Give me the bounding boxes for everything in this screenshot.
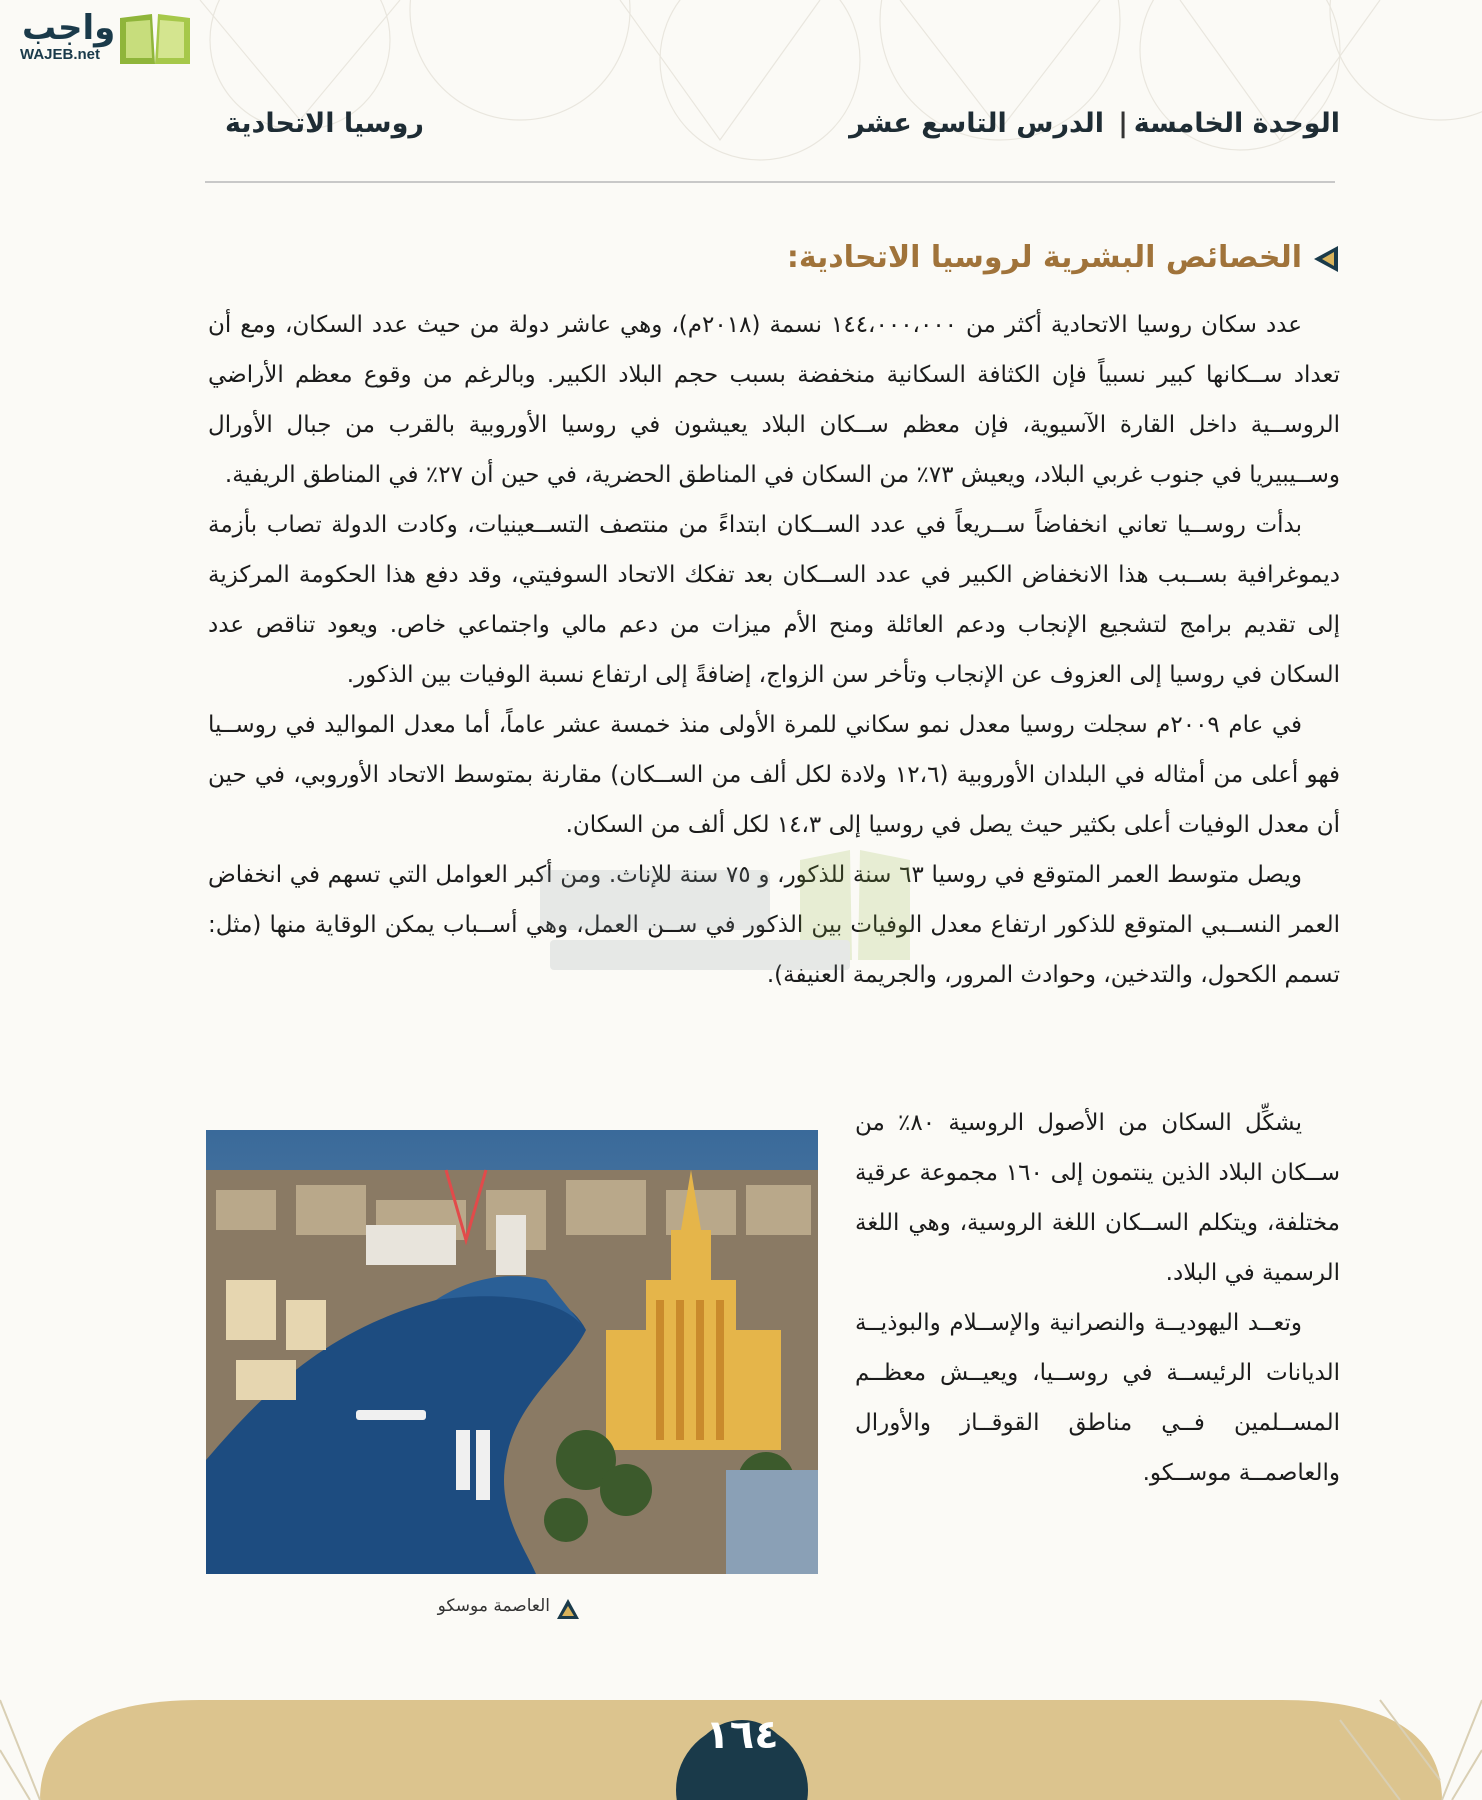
paragraph-ethnic-groups: يشكِّل السكان من الأصول الروسية ٨٠٪ من ســكان البلاد الذين ينتمون إلى ١٦٠ مجموعة عرقية مختلفة، ويتكلم الســكان اللغة الروسية، وهي اللغة الرسمية في البلاد. <box>855 1110 1340 1286</box>
logo-latin-text: WAJEB.net <box>20 46 101 63</box>
paragraph-religions: وتعــد اليهوديــة والنصرانية والإســلام والبوذيــة الديانات الرئيســة في روســيا، ويعيــش معظــم المســلمين فــي مناطق القوقــاز والأورال والعاصمــة موســكو. <box>855 1310 1340 1486</box>
lesson-title: الدرس التاسع عشر <box>849 108 1104 139</box>
page-header <box>205 108 1340 152</box>
section-heading <box>640 240 1340 275</box>
paragraph-decline: بدأت روســيا تعاني انخفاضاً ســريعاً في عدد الســكان ابتداءً من منتصف التســعينيات، وكادت الدولة تصاب بأزمة ديموغرافية بســبب هذا الانخفاض الكبير في عدد الســكان بعد تفكك الاتحاد السوفيتي، وقد دفع هذا الحكومة المركزية إلى تقديم برامج لتشجيع الإنجاب ودعم العائلة ومنح الأم ميزات من دعم مالي واجتماعي خاص. ويعود تناقص عدد السكان في روسيا إلى العزوف عن الإنجاب وتأخر سن الزواج، إضافةً إلى ارتفاع نسبة الوفيات بين الذكور. <box>208 512 1340 688</box>
triangle-bullet-icon <box>1310 244 1340 274</box>
chapter-country-title: روسيا الاتحادية <box>225 108 424 139</box>
logo-arabic-text: واجب <box>22 8 116 48</box>
page-number: ١٦٤ <box>705 1712 779 1758</box>
side-column-text <box>855 1098 1340 1498</box>
section-title-text: الخصائص البشرية لروسيا الاتحادية: <box>786 240 1302 275</box>
paragraph-population: عدد سكان روسيا الاتحادية أكثر من ١٤٤،٠٠٠،٠٠٠ نسمة (٢٠١٨م)، وهي عاشر دولة من حيث عدد السكان، ومع أن تعداد ســكانها كبير نسبياً فإن الكثافة السكانية منخفضة بسبب حجم البلاد الكبير. وبالرغم من وقوع معظم الأراضي الروســية داخل القارة الآسيوية، فإن معظم ســكان البلاد يعيشون في روسيا الأوروبية بالقرب من جبال الأورال وســيبيريا في جنوب غربي البلاد، ويعيش ٧٣٪ من السكان في المناطق الحضرية، في حين أن ٢٧٪ في المناطق الريفية. <box>208 312 1340 488</box>
paragraph-growth: في عام ٢٠٠٩م سجلت روسيا معدل نمو سكاني للمرة الأولى منذ خمسة عشر عاماً، أما معدل المواليد في روســيا فهو أعلى من أمثاله في البلدان الأوروبية (١٢،٦ ولادة لكل ألف من الســكان) مقارنة بمتوسط الاتحاد الأوروبي، في حين أن معدل الوفيات أعلى بكثير حيث يصل في روسيا إلى ١٤،٣ لكل ألف من السكان. <box>208 712 1340 838</box>
caption-triangle-icon <box>556 1598 580 1620</box>
caption-text: العاصمة موسكو <box>437 1596 550 1616</box>
wajeb-logo[interactable] <box>8 6 190 68</box>
unit-title: الوحدة الخامسة <box>1133 108 1340 139</box>
moscow-cityscape-illustration <box>206 1130 818 1574</box>
book-icon <box>116 10 194 68</box>
main-body-text <box>208 300 1340 1000</box>
header-divider <box>205 181 1335 183</box>
header-separator: | <box>1118 108 1128 139</box>
paragraph-life-expectancy: ويصل متوسط العمر المتوقع في روسيا ٦٣ سنة للذكور، و ٧٥ سنة للإناث. ومن أكبر العوامل التي تسهم في انخفاض العمر النســبي المتوقع للذكور ارتفاع معدل الوفيات بين الذكور في ســن العمل، وهي أســباب يمكن الوقاية منها (مثل: تسمم الكحول، والتدخين، وحوادث المرور، والجريمة العنيفة). <box>208 862 1340 988</box>
moscow-photo <box>206 1130 818 1574</box>
photo-caption <box>420 1596 580 1622</box>
